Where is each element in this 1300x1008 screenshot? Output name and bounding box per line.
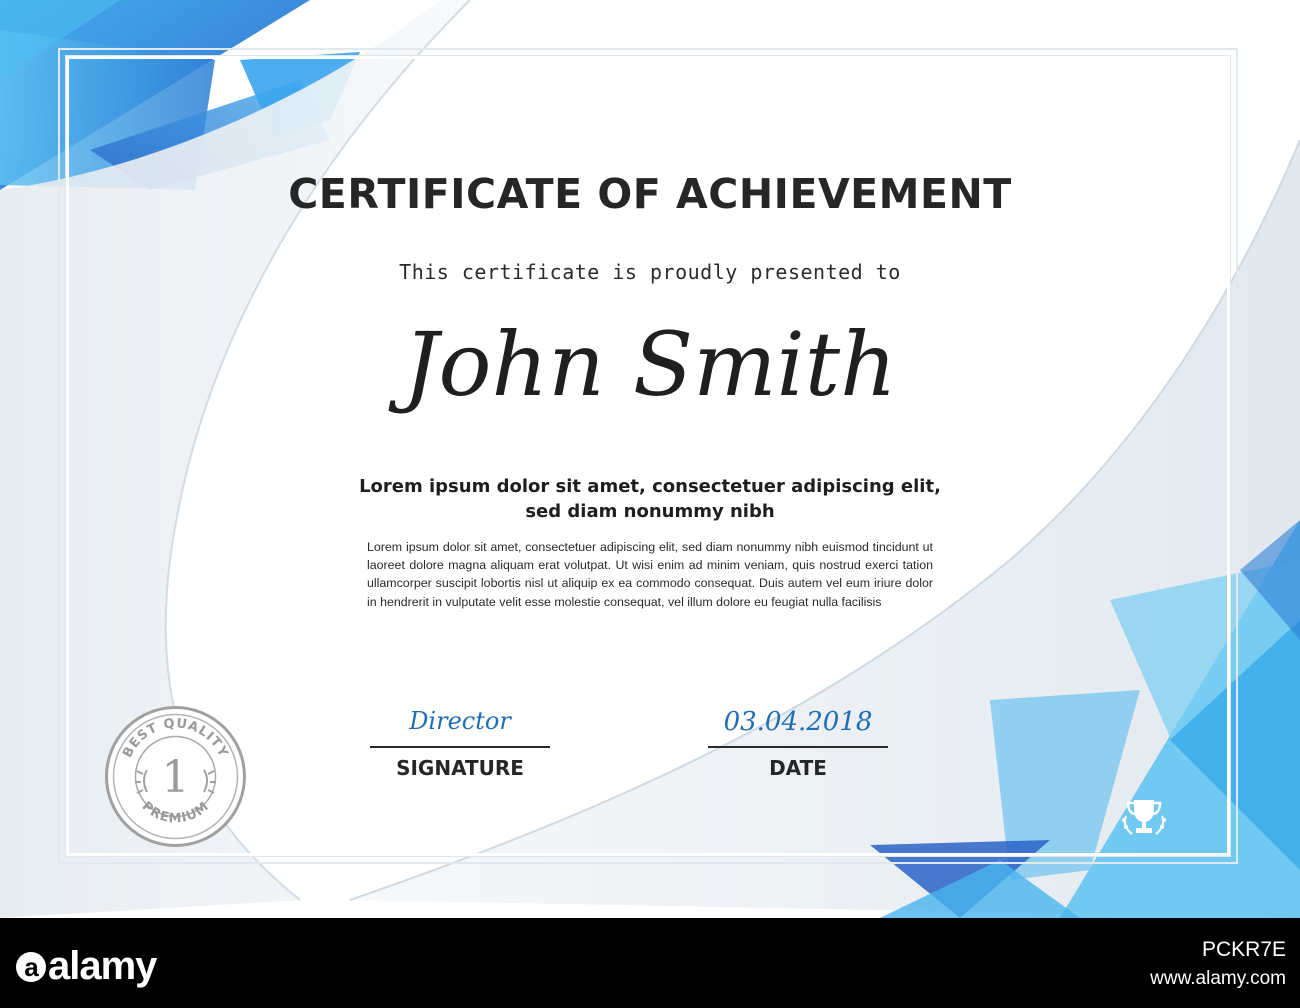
stock-watermark-bar (0, 918, 1300, 1008)
date-value: 03.04.2018 (723, 707, 873, 737)
certificate-headline: Lorem ipsum dolor sit amet, consectetuer adipiscing elit, sed diam nonummy nibh (359, 476, 941, 522)
recipient-name: John Smith (403, 313, 897, 416)
certificate-subtitle: This certificate is proudly presented to (399, 260, 901, 284)
stock-url: www.alamy.com (1150, 968, 1286, 989)
alamy-logo-mark-icon: a (16, 952, 46, 982)
date-line (708, 746, 888, 748)
seal-top-text: BEST QUALITY (120, 716, 231, 761)
certificate-body-text: Lorem ipsum dolor sit amet, consectetuer adipiscing elit, sed diam nonummy nibh euismod tincidunt ut laoreet dolore magna aliquam erat volutpat. Ut wisi enim ad minim veniam, quis nostrud exerci tation ullamcorper suscipit lobortis nisl ut aliquip ex ea commodo consequat. Duis autem vel eum iriure dolor in hendrerit in vulputate velit esse molestie consequat, vel illum dolore eu feugiat nulla facilisis (367, 540, 933, 609)
signature-value: Director (409, 707, 511, 735)
signature-line (370, 746, 550, 748)
date-label: DATE (769, 756, 827, 780)
signature-label: SIGNATURE (396, 756, 524, 780)
stock-image-id: PCKR7E (1201, 938, 1286, 961)
alamy-logo (16, 944, 156, 989)
certificate-title: CERTIFICATE OF ACHIEVEMENT (288, 170, 1012, 218)
trophy-icon (1116, 790, 1172, 846)
seal-number: 1 (161, 752, 190, 803)
alamy-logo-text: alamy (48, 944, 157, 988)
best-quality-seal-icon (103, 704, 248, 849)
seal-bottom-text: PREMIUM (138, 798, 213, 827)
